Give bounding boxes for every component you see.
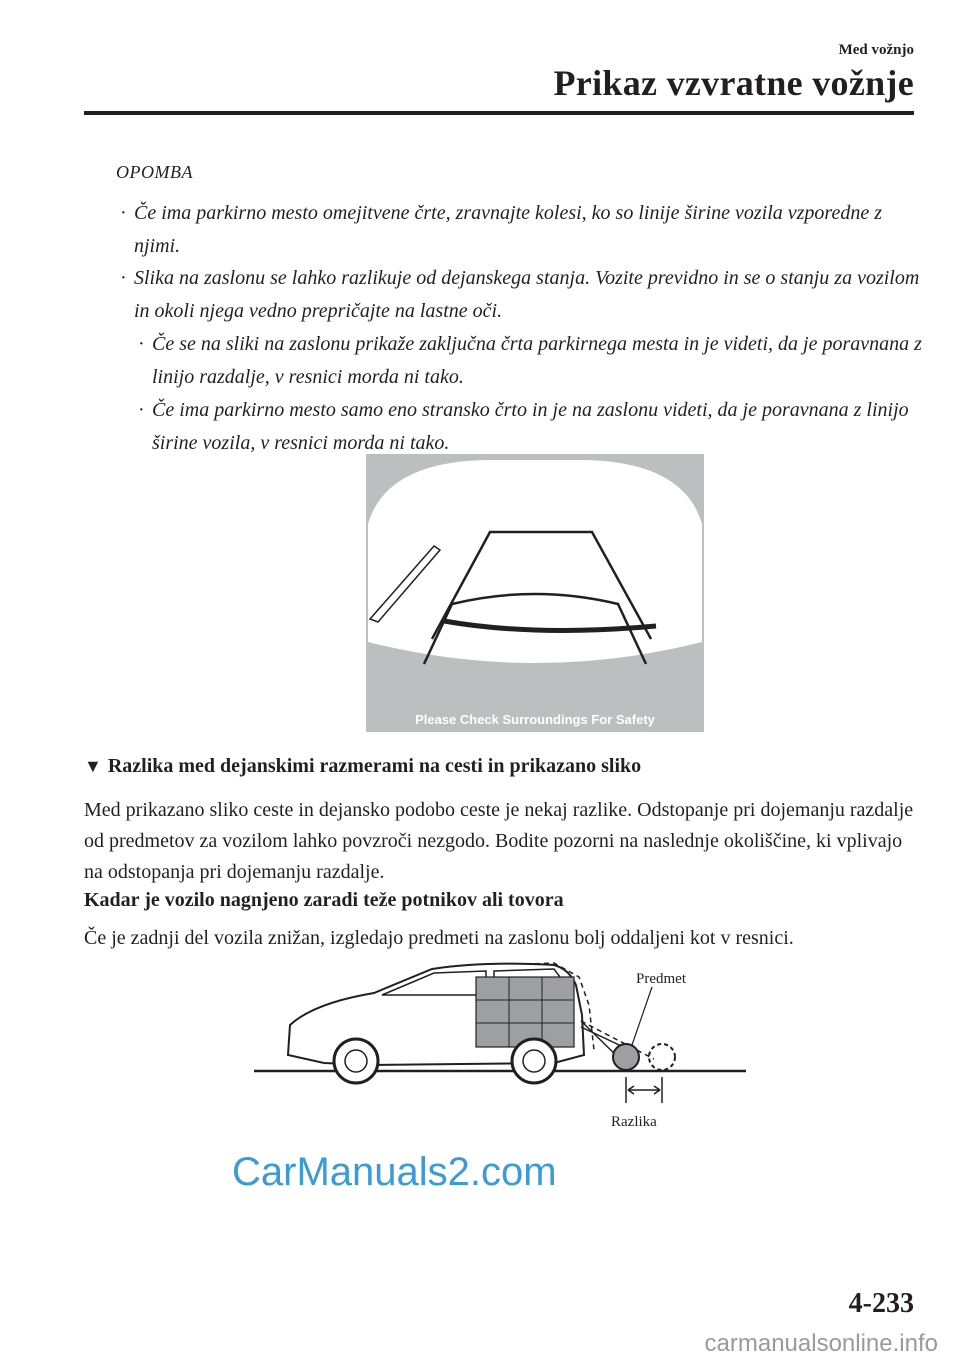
object-leader-line [632,987,652,1045]
rear-camera-illustration [366,454,704,732]
triangle-marker-icon: ▼ [84,756,102,776]
page-number: 4-233 [848,1288,914,1319]
front-wheel [334,1039,378,1083]
note-item [120,197,924,263]
object-actual [613,1044,639,1070]
difference-label: Razlika [611,1114,657,1130]
bullet: · [138,333,145,355]
subsection-paragraph: Če je zadnji del vozila znižan, izgledajo predmeti na zaslonu bolj oddaljeni kot v resnici. [84,927,794,949]
object-perceived [649,1044,675,1070]
car-tilt-illustration [254,955,746,1135]
section-paragraph: Med prikazano sliko ceste in dejansko podobo ceste je nekaj razlike. Odstopanje pri dojemanju razdalje od predmetov za vozilom lahko povzroči nezgodo. Bodite pozorni na naslednje okoliščine, ki vplivajo na odstopanja pri dojemanju razdalje. [84,799,914,883]
note-title: OPOMBA [116,162,193,182]
note-item-text: Če ima parkirno mesto omejitvene črte, zravnajte kolesi, ko so linije širine vozila vzporedne z njimi. [134,202,883,257]
section-heading [84,755,641,778]
header-section: Med vožnjo [838,42,914,58]
luggage-load [476,977,574,1047]
note-subitem-text: Če ima parkirno mesto samo eno stransko črto in je na zaslonu videti, da je poravnana z linijo širine vozila, v resnici morda ni tako. [152,399,909,454]
object-label: Predmet [636,971,686,987]
camera-caption: Please Check Surroundings For Safety [415,712,655,727]
section-heading-text: Razlika med dejanskimi razmerami na cesti in prikazano sliko [107,755,642,777]
note-subitem-text: Če se na sliki na zaslonu prikaže zaključna črta parkirnega mesta in je videti, da je poravnana z linijo razdalje, v resnici morda ni tako. [152,333,922,388]
note-item-text: Slika na zaslonu se lahko razlikuje od dejanskega stanja. Vozite previdno in se o stanju za vozilom in okoli njega vedno prepričajte na lastne oči. [134,267,920,322]
note-subitem [138,328,922,394]
watermark: CarManuals2.com [232,1150,557,1194]
header-rule [84,111,914,115]
bullet: · [120,202,127,224]
page-title: Prikaz vzvratne vožnje [553,63,914,103]
bullet: · [138,399,145,421]
bullet: · [120,267,127,289]
note-subitem [138,394,922,460]
note-item [120,262,924,328]
diff-arrow [628,1086,660,1094]
rear-wheel [512,1039,556,1083]
subsection-heading: Kadar je vozilo nagnjeno zaradi teže potnikov ali tovora [84,889,564,911]
footer-site: carmanualsonline.info [704,1330,938,1357]
